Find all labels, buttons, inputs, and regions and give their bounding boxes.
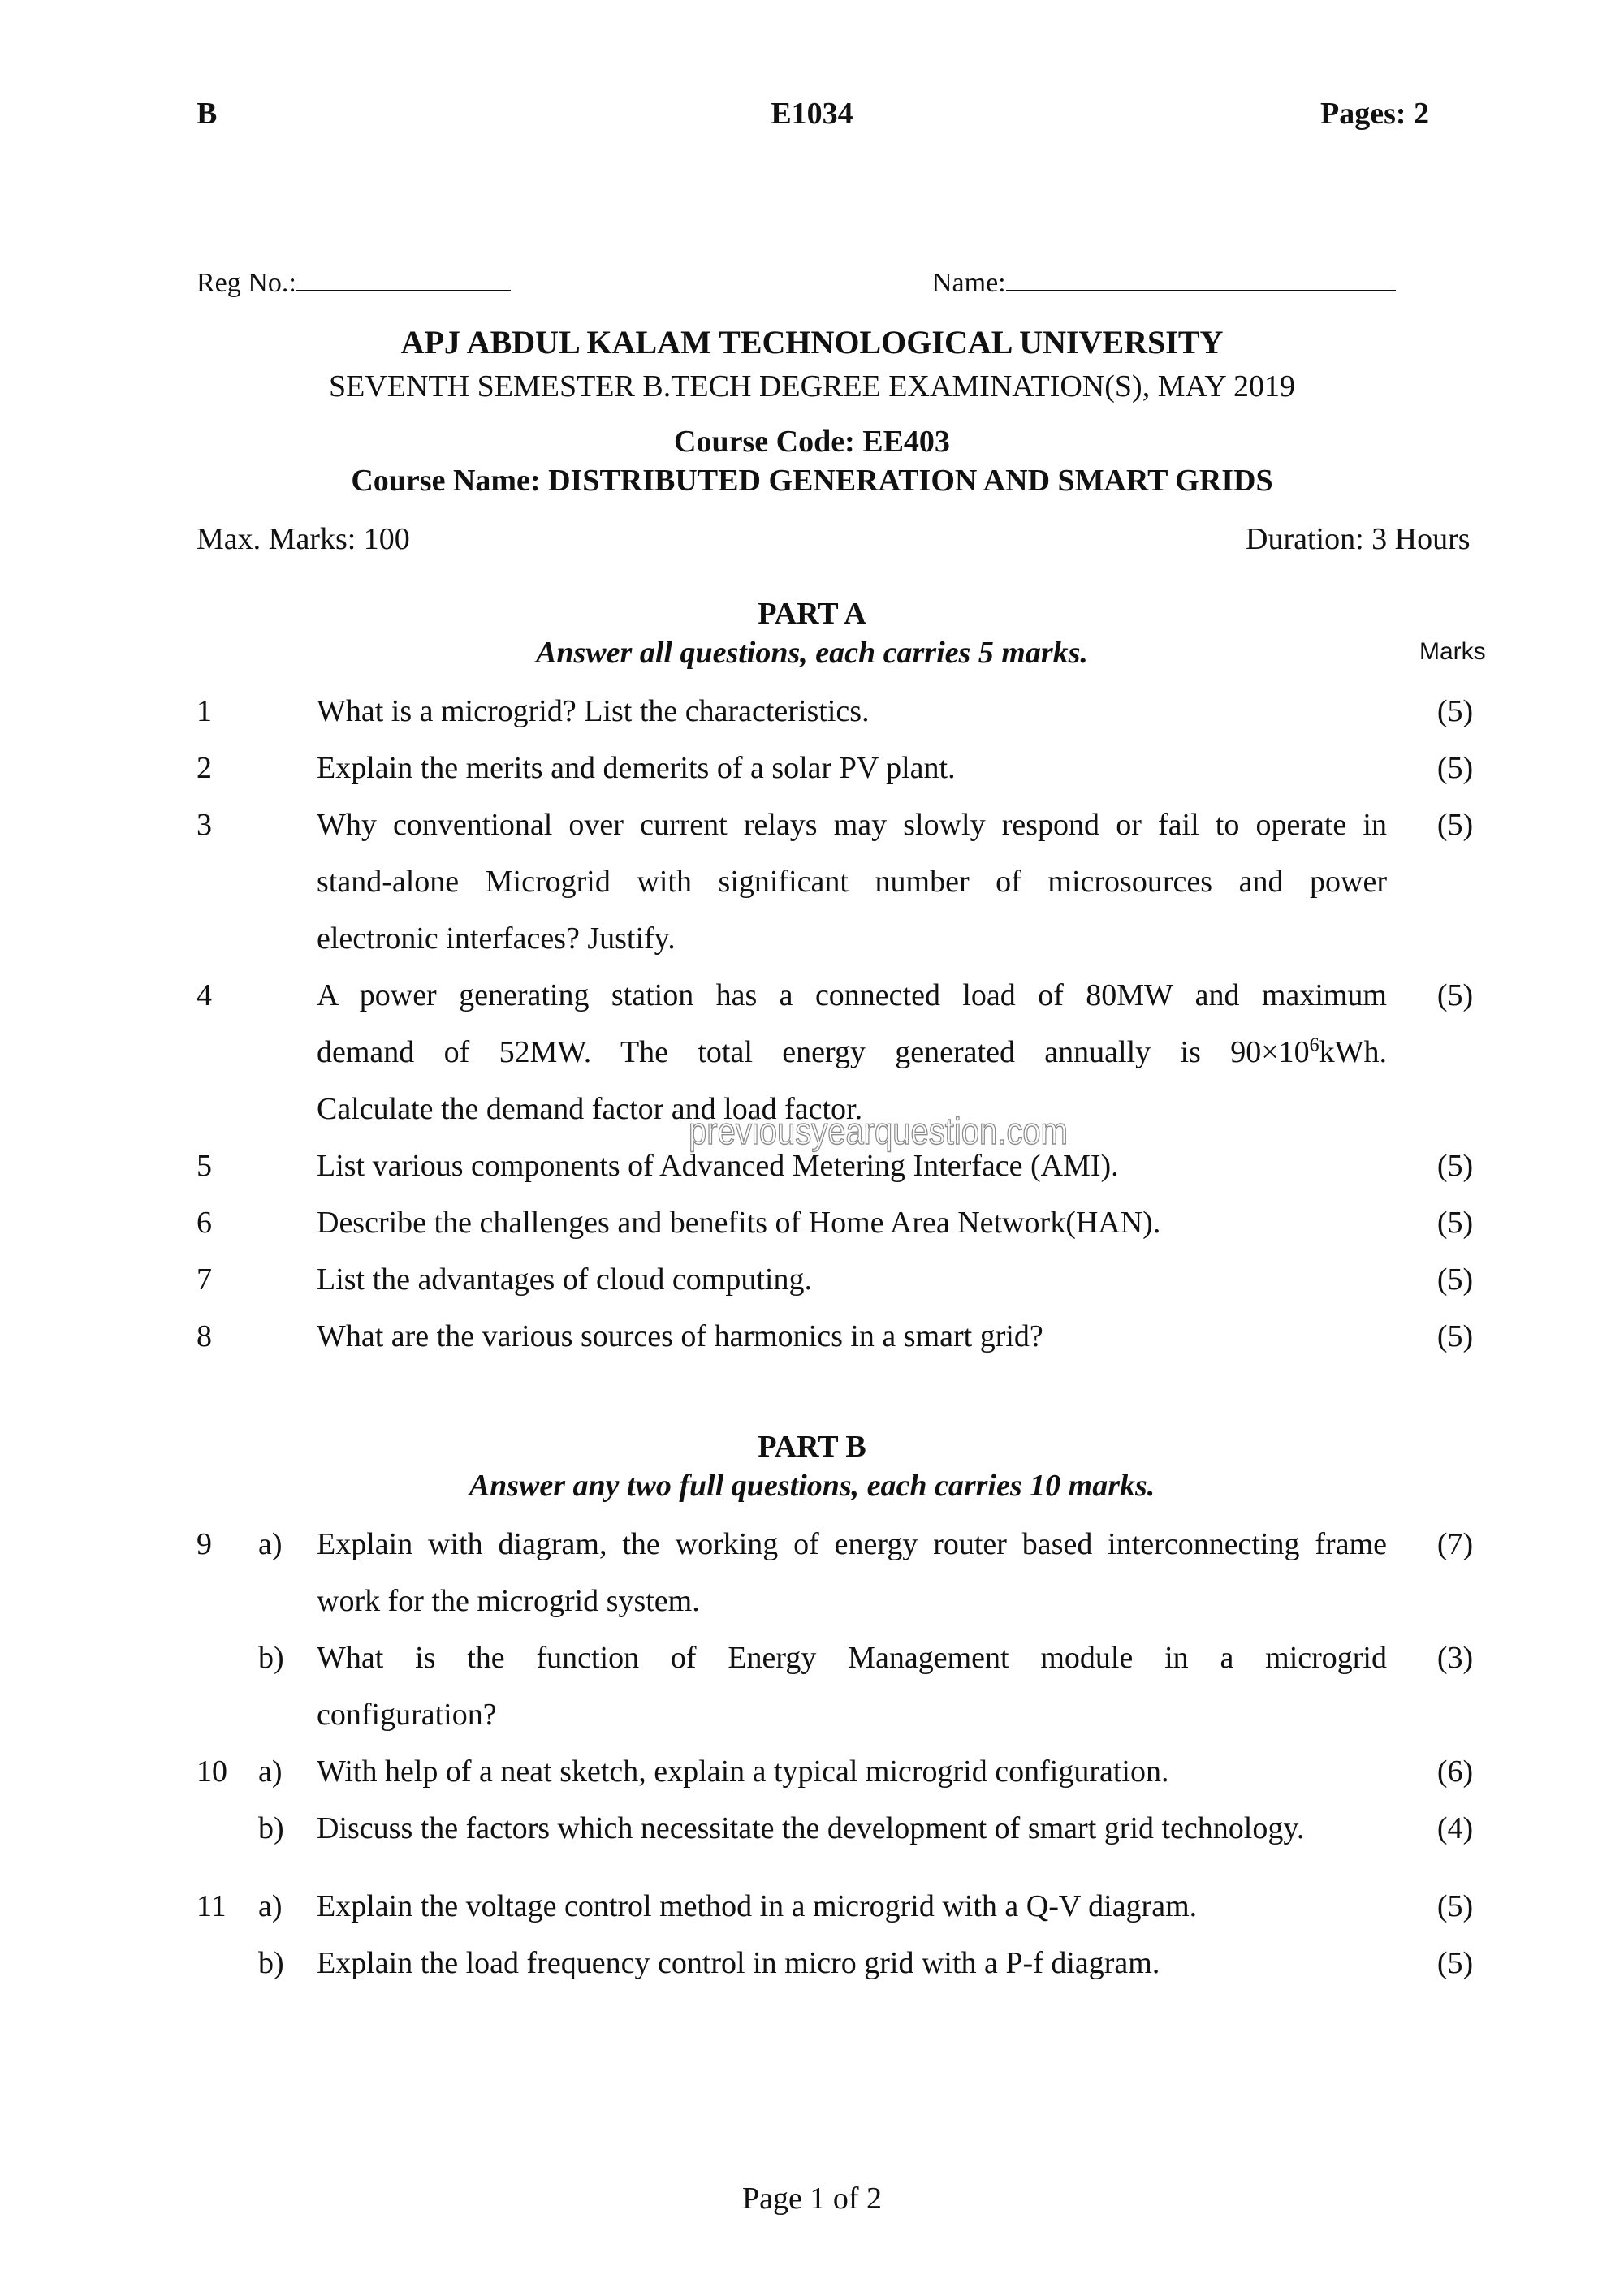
exam-title: SEVENTH SEMESTER B.TECH DEGREE EXAMINATION(S), MAY 2019 bbox=[329, 369, 1295, 404]
page-footer: Page 1 of 2 bbox=[741, 2182, 883, 2216]
question-text-line: Explain with diagram, the working of energy router based interconnecting frame bbox=[317, 1527, 1387, 1561]
question-subpart: a) bbox=[258, 1527, 283, 1561]
course-code: Course Code: EE403 bbox=[674, 425, 950, 459]
question-number: 10 bbox=[197, 1754, 227, 1789]
question-text-line: Calculate the demand factor and load factor. bbox=[317, 1092, 863, 1126]
question-number: 8 bbox=[197, 1319, 212, 1353]
question-number: 9 bbox=[197, 1527, 212, 1561]
university-name: APJ ABDUL KALAM TECHNOLOGICAL UNIVERSITY bbox=[400, 324, 1224, 360]
course-name-line bbox=[0, 463, 1624, 498]
question-number: 11 bbox=[197, 1889, 227, 1923]
question-number: 2 bbox=[197, 751, 212, 785]
question-text: Explain the load frequency control in micro grid with a P-f diagram. bbox=[317, 1946, 1160, 1980]
question-marks: (4) bbox=[1436, 1811, 1474, 1845]
question-6 bbox=[0, 1194, 1624, 1251]
question-text: With help of a neat sketch, explain a typical microgrid configuration. bbox=[317, 1754, 1169, 1789]
reg-number-blank bbox=[296, 290, 511, 291]
question-10a bbox=[0, 1743, 1624, 1800]
text-part: kWh. bbox=[1319, 1035, 1387, 1069]
question-subpart: b) bbox=[258, 1811, 284, 1845]
question-number: 4 bbox=[197, 978, 212, 1012]
question-marks: (5) bbox=[1436, 694, 1474, 728]
question-subpart: b) bbox=[258, 1946, 284, 1980]
question-marks: (3) bbox=[1436, 1641, 1474, 1675]
part-b-title: PART B bbox=[758, 1430, 866, 1464]
question-marks: (5) bbox=[1436, 978, 1474, 1012]
question-11b bbox=[0, 1935, 1624, 1992]
question-text-line: electronic interfaces? Justify. bbox=[317, 921, 676, 956]
question-text: What is a microgrid? List the characteristics. bbox=[317, 694, 870, 728]
question-8 bbox=[0, 1308, 1624, 1365]
question-number: 3 bbox=[197, 808, 212, 842]
name-label: Name: bbox=[932, 268, 1006, 298]
reg-number-field bbox=[197, 268, 511, 299]
question-text: What are the various sources of harmonics in a smart grid? bbox=[317, 1319, 1043, 1353]
question-marks: (5) bbox=[1436, 1946, 1474, 1980]
question-text-line: A power generating station has a connected load of 80MW and maximum bbox=[317, 978, 1387, 1012]
question-9b bbox=[0, 1629, 1624, 1743]
question-7 bbox=[0, 1251, 1624, 1308]
name-blank bbox=[1006, 290, 1396, 291]
part-a-instruction: Answer all questions, each carries 5 marks. bbox=[536, 636, 1088, 670]
question-text-line: configuration? bbox=[317, 1698, 497, 1732]
question-marks: (5) bbox=[1436, 1319, 1474, 1353]
page-count: Pages: 2 bbox=[1320, 97, 1430, 131]
question-subpart: a) bbox=[258, 1754, 283, 1789]
question-1 bbox=[0, 683, 1624, 740]
question-marks: (5) bbox=[1436, 1262, 1474, 1297]
question-marks: (7) bbox=[1436, 1527, 1474, 1561]
question-text-line bbox=[317, 1024, 1387, 1081]
question-marks: (5) bbox=[1436, 808, 1474, 842]
question-subpart: b) bbox=[258, 1641, 284, 1675]
question-text: List the advantages of cloud computing. bbox=[317, 1262, 812, 1297]
name-field bbox=[932, 268, 1396, 299]
question-text: Describe the challenges and benefits of Home Area Network(HAN). bbox=[317, 1206, 1161, 1240]
reg-number-label: Reg No.: bbox=[197, 268, 296, 298]
series-label: B bbox=[197, 97, 218, 131]
question-number: 5 bbox=[197, 1149, 212, 1183]
question-marks: (5) bbox=[1436, 751, 1474, 785]
question-text: Discuss the factors which necessitate the development of smart grid technology. bbox=[317, 1811, 1305, 1845]
question-number: 6 bbox=[197, 1206, 212, 1240]
question-11a bbox=[0, 1878, 1624, 1935]
exponent: 6 bbox=[1309, 1034, 1320, 1056]
question-2 bbox=[0, 740, 1624, 796]
question-text: Explain the voltage control method in a microgrid with a Q-V diagram. bbox=[317, 1889, 1198, 1923]
course-name-label: Course Name: bbox=[351, 464, 549, 498]
question-text: Explain the merits and demerits of a solar PV plant. bbox=[317, 751, 956, 785]
question-number: 7 bbox=[197, 1262, 212, 1297]
question-text-line: work for the microgrid system. bbox=[317, 1584, 700, 1618]
question-marks: (5) bbox=[1436, 1149, 1474, 1183]
question-10b bbox=[0, 1800, 1624, 1857]
watermark-text: previousyearquestion.com bbox=[689, 1111, 1068, 1153]
marks-column-heading: Marks bbox=[1419, 638, 1486, 665]
question-text: List various components of Advanced Metering Interface (AMI). bbox=[317, 1149, 1119, 1183]
question-3 bbox=[0, 796, 1624, 967]
paper-code: E1034 bbox=[771, 97, 853, 131]
question-subpart: a) bbox=[258, 1889, 283, 1923]
question-marks: (5) bbox=[1436, 1889, 1474, 1923]
part-b-instruction: Answer any two full questions, each carries 10 marks. bbox=[469, 1469, 1155, 1503]
question-text-line: What is the function of Energy Management module in a microgrid bbox=[317, 1641, 1387, 1675]
question-marks: (6) bbox=[1436, 1754, 1474, 1789]
duration: Duration: 3 Hours bbox=[1246, 522, 1471, 556]
text-part: demand of 52MW. The total energy generated annually is 90×10 bbox=[317, 1035, 1310, 1069]
question-marks: (5) bbox=[1436, 1206, 1474, 1240]
part-a-title: PART A bbox=[758, 597, 866, 631]
max-marks: Max. Marks: 100 bbox=[197, 522, 410, 556]
course-name: DISTRIBUTED GENERATION AND SMART GRIDS bbox=[548, 464, 1273, 498]
question-text-line: Why conventional over current relays may slowly respond or fail to operate in bbox=[317, 808, 1387, 842]
question-9a bbox=[0, 1516, 1624, 1629]
question-text-line: stand-alone Microgrid with significant number of microsources and power bbox=[317, 865, 1387, 899]
question-number: 1 bbox=[197, 694, 212, 728]
